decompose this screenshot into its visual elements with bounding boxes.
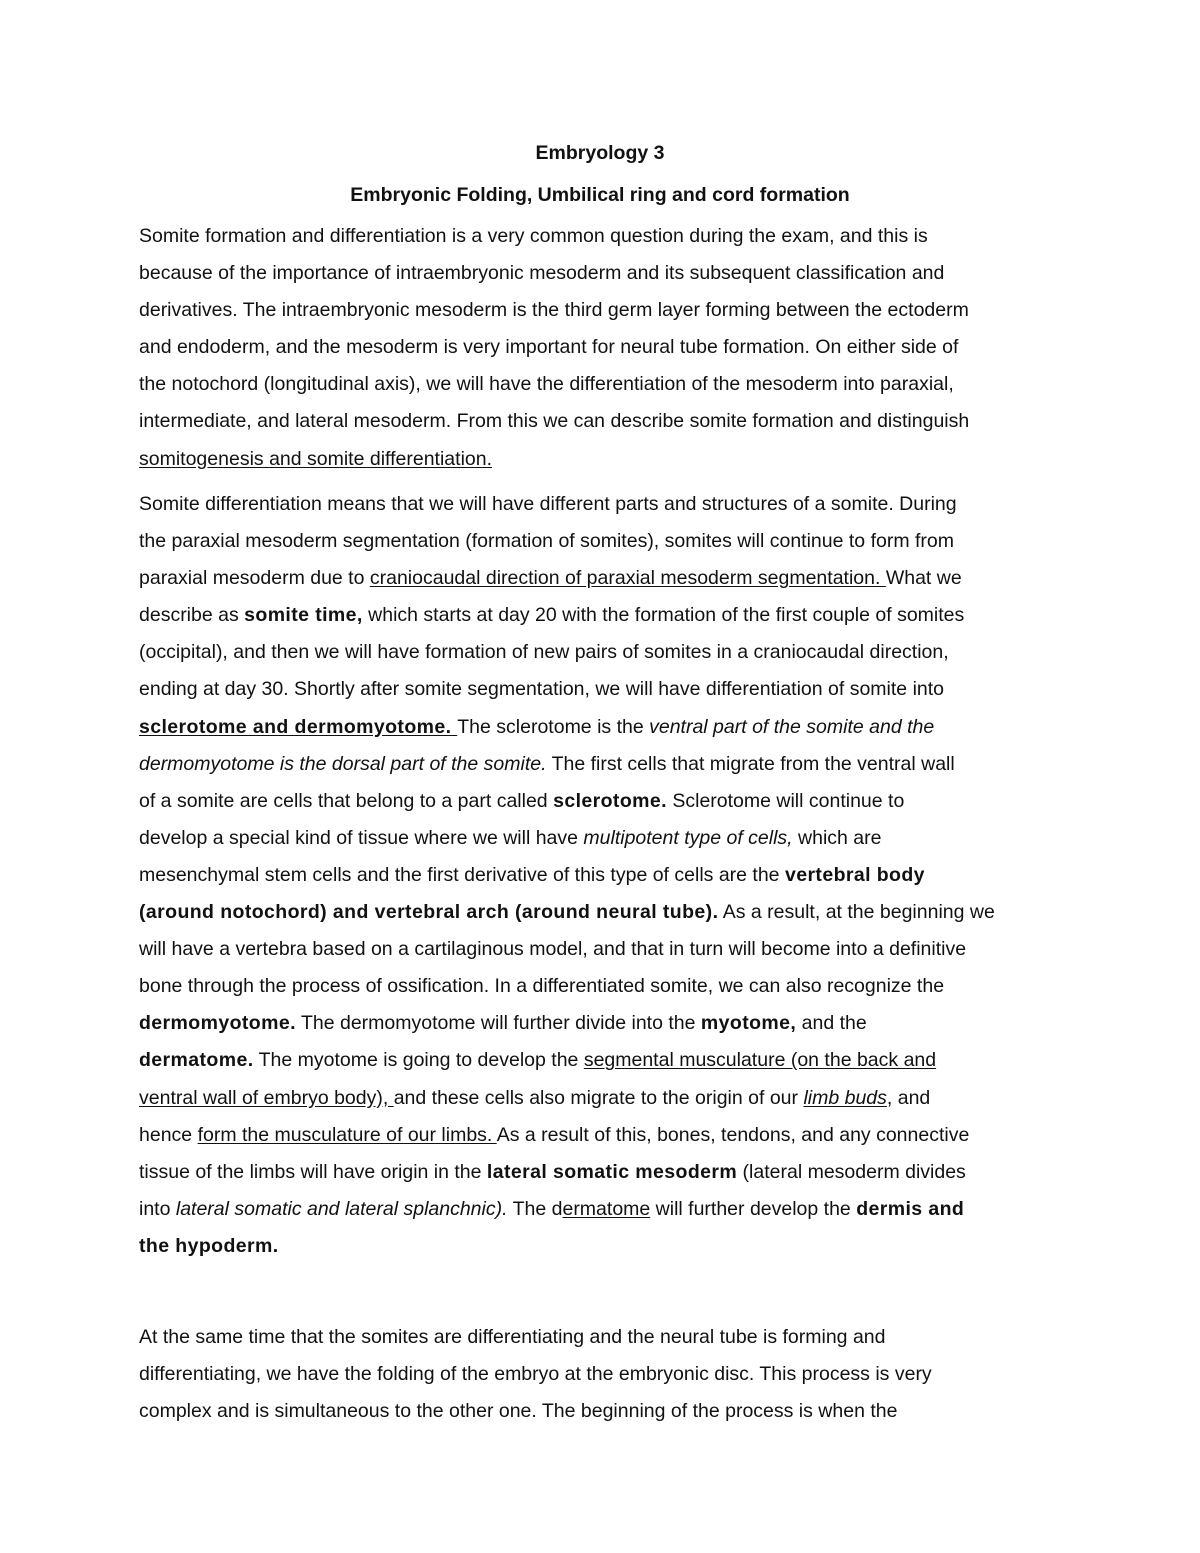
italic-text: multipotent type of cells,	[583, 826, 793, 849]
text-line	[139, 1005, 1065, 1042]
text-run: As a result, at the beginning we	[718, 901, 995, 924]
paragraph-embryo-folding	[139, 1319, 1065, 1430]
paragraph-somite-differentiation	[139, 486, 1065, 1265]
text-run: (lateral mesoderm divides	[737, 1160, 966, 1183]
text-run: paraxial mesoderm due to	[139, 567, 370, 590]
text-line	[139, 597, 1065, 634]
text-line: bone through the process of ossification. In a differentiated somite, we can also recognize the	[139, 975, 945, 998]
document-title: Embryology 3	[535, 142, 665, 164]
text-run: The first cells that migrate from the ventral wall	[546, 752, 955, 775]
paragraph-somite-intro	[139, 218, 1065, 478]
text-line: differentiating, we have the folding of the embryo at the embryonic disc. This process is very	[139, 1363, 932, 1386]
text-run: of a somite are cells that belong to a part called	[139, 789, 554, 812]
text-run: What we	[885, 567, 962, 590]
bold-text: dermatome.	[139, 1049, 254, 1072]
text-run: The sclerotome is the	[457, 715, 650, 738]
bold-text: myotome,	[700, 1012, 797, 1035]
text-run: The dermomyotome will further divide into the	[295, 1012, 701, 1035]
underlined-text: craniocaudal direction of paraxial mesoderm segmentation.	[369, 567, 886, 590]
bold-text: (around notochord) and vertebral arch (around neural tube).	[139, 901, 719, 924]
text-line	[139, 820, 1065, 857]
text-run: develop a special kind of tissue where we will have	[139, 826, 584, 849]
text-line: because of the importance of intraembryonic mesoderm and its subsequent classification and	[139, 262, 945, 285]
underlined-text: ventral wall of embryo body),	[139, 1086, 394, 1109]
text-line: complex and is simultaneous to the other one. The beginning of the process is when the	[139, 1400, 898, 1423]
text-line	[139, 1117, 1065, 1154]
text-line: Somite differentiation means that we will have different parts and structures of a somite. During	[139, 493, 957, 515]
underlined-text: somitogenesis and somite differentiation.	[139, 447, 493, 470]
text-line	[139, 560, 1065, 597]
text-run: and these cells also migrate to the origin of our	[393, 1086, 804, 1109]
text-run: As a result of this, bones, tendons, and any connective	[496, 1123, 970, 1146]
text-line	[139, 1228, 1065, 1265]
text-run: Sclerotome will continue to	[666, 789, 905, 812]
text-line: and endoderm, and the mesoderm is very important for neural tube formation. On either side of	[139, 336, 959, 359]
text-run: into	[139, 1197, 176, 1220]
text-line	[139, 1042, 1065, 1079]
text-line	[139, 746, 1065, 783]
text-line	[139, 857, 1065, 894]
bold-text: somite time,	[244, 604, 363, 627]
text-run: mesenchymal stem cells and the first derivative of this type of cells are the	[139, 863, 785, 886]
text-run: will further develop the	[650, 1197, 857, 1220]
text-line	[139, 709, 1065, 746]
text-run: tissue of the limbs will have origin in the	[139, 1160, 487, 1183]
text-line: Somite formation and differentiation is a very common question during the exam, and this is	[139, 225, 928, 247]
bold-text: lateral somatic mesoderm	[486, 1160, 738, 1183]
text-line: derivatives. The intraembryonic mesoderm is the third germ layer forming between the ectoderm	[139, 299, 969, 322]
bold-text: dermis and	[856, 1197, 965, 1220]
document-subtitle: Embryonic Folding, Umbilical ring and cord formation	[350, 184, 850, 206]
text-run: which starts at day 20 with the formation of the first couple of somites	[362, 604, 965, 627]
italic-text: lateral somatic and lateral splanchnic).	[175, 1197, 508, 1220]
bold-text: dermomyotome.	[139, 1012, 296, 1035]
text-run: which are	[792, 826, 882, 849]
underlined-text: form the musculature of our limbs.	[197, 1123, 497, 1146]
bold-text: sclerotome.	[553, 789, 667, 812]
text-line	[139, 1191, 1065, 1228]
text-run: The d	[507, 1197, 563, 1220]
text-line: the notochord (longitudinal axis), we will have the differentiation of the mesoderm into paraxial,	[139, 373, 954, 396]
bold-text: the hypoderm.	[139, 1234, 279, 1257]
text-line	[139, 783, 1065, 820]
text-line	[139, 894, 1065, 931]
text-line: (occipital), and then we will have formation of new pairs of somites in a craniocaudal direction,	[139, 641, 949, 664]
bold-underlined-text: sclerotome and dermomyotome.	[139, 715, 458, 738]
italic-text: ventral part of the somite and the	[649, 715, 935, 738]
text-run: , and	[886, 1086, 931, 1109]
text-run: and the	[796, 1012, 867, 1035]
text-run: describe as	[139, 604, 245, 627]
underlined-text: segmental musculature (on the back and	[583, 1049, 937, 1072]
text-line	[139, 441, 1065, 478]
italic-text: dermomyotome is the dorsal part of the somite.	[139, 752, 547, 775]
underlined-text: ermatome	[562, 1197, 651, 1220]
text-line: intermediate, and lateral mesoderm. From this we can describe somite formation and distinguish	[139, 410, 970, 433]
text-run: The myotome is going to develop the	[253, 1049, 584, 1072]
italic-underlined-text: limb buds	[803, 1086, 887, 1109]
text-line: ending at day 30. Shortly after somite segmentation, we will have differentiation of somite into	[139, 678, 945, 701]
text-line	[139, 1080, 1065, 1117]
text-line	[139, 1154, 1065, 1191]
text-line: the paraxial mesoderm segmentation (formation of somites), somites will continue to form from	[139, 530, 954, 553]
text-run: hence	[139, 1123, 198, 1146]
text-line: will have a vertebra based on a cartilaginous model, and that in turn will become into a definitive	[139, 938, 967, 961]
text-line: At the same time that the somites are differentiating and the neural tube is forming and	[139, 1326, 886, 1348]
bold-text: vertebral body	[784, 863, 925, 886]
